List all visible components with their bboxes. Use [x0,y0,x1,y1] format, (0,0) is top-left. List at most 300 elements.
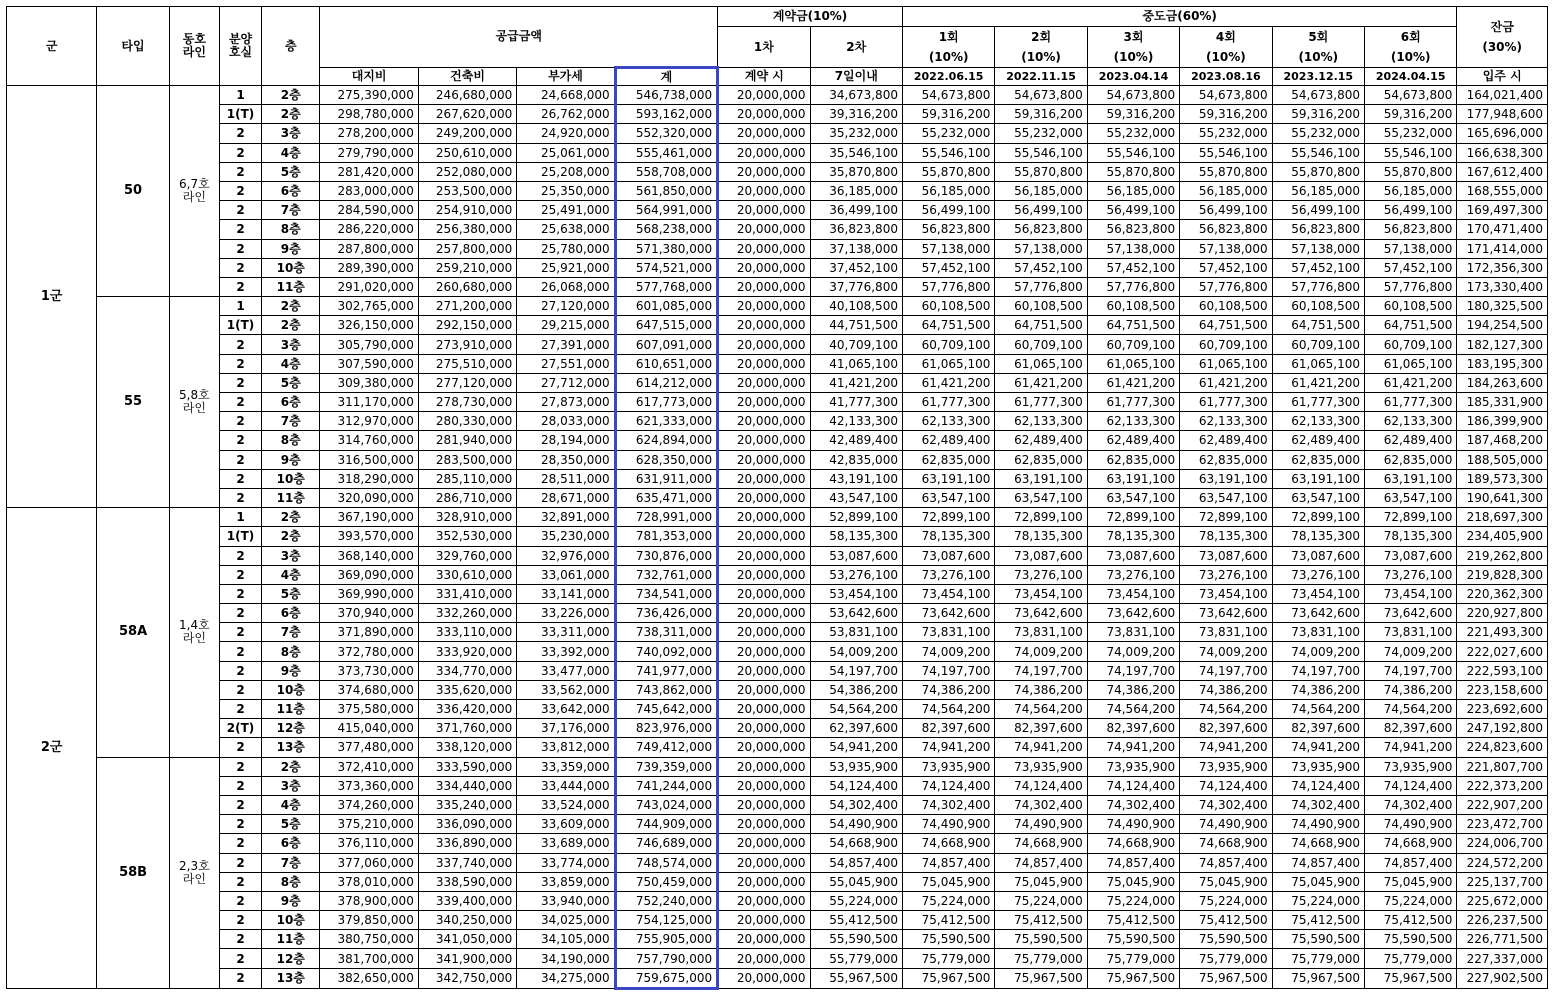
line-cell: 5,8호 라인 [169,297,219,508]
land-cost-cell: 374,260,000 [320,795,418,814]
vat-cell: 33,940,000 [517,891,615,910]
building-cost-cell: 273,910,000 [418,335,516,354]
table-row [7,201,1548,220]
mid-5-cell: 73,276,100 [1272,565,1364,584]
mid-5-cell: 54,673,800 [1272,86,1364,105]
mid-1-cell: 73,276,100 [902,565,994,584]
mid-4-cell: 74,009,200 [1180,642,1272,661]
mid-2-cell: 75,224,000 [995,891,1087,910]
mid-3-cell: 74,009,200 [1087,642,1179,661]
building-cost-cell: 341,050,000 [418,930,516,949]
mid-4-cell: 57,138,000 [1180,239,1272,258]
balance-cell: 224,006,700 [1457,834,1548,853]
table-body [7,86,1548,989]
floor-cell: 3층 [262,335,320,354]
mid-5-cell: 82,397,600 [1272,719,1364,738]
land-cost-cell: 283,000,000 [320,181,418,200]
building-cost-cell: 283,500,000 [418,450,516,469]
total-cell: 781,353,000 [615,527,717,546]
mid-5-cell: 73,642,600 [1272,604,1364,623]
mid-1-cell: 73,087,600 [902,546,994,565]
floor-cell: 5층 [262,815,320,834]
mid-4-cell: 74,197,700 [1180,661,1272,680]
contract-2-cell: 53,087,600 [810,546,902,565]
table-row [7,239,1548,258]
balance-cell: 222,027,600 [1457,642,1548,661]
mid-3-cell: 73,087,600 [1087,546,1179,565]
mid-6-cell: 56,185,000 [1365,181,1457,200]
mid-2-cell: 63,191,100 [995,469,1087,488]
mid-1-cell: 61,065,100 [902,354,994,373]
land-cost-cell: 305,790,000 [320,335,418,354]
mid-1-cell: 73,642,600 [902,604,994,623]
mid-5-cell: 61,777,300 [1272,393,1364,412]
contract-2-cell: 36,185,000 [810,181,902,200]
mid-2-cell: 74,668,900 [995,834,1087,853]
mid-4-cell: 75,967,500 [1180,968,1272,988]
contract-2-cell: 55,590,500 [810,930,902,949]
mid-6-cell: 61,777,300 [1365,393,1457,412]
building-cost-cell: 328,910,000 [418,508,516,527]
vat-cell: 35,230,000 [517,527,615,546]
mid-1-cell: 74,302,400 [902,795,994,814]
mid-4-cell: 55,546,100 [1180,143,1272,162]
balance-cell: 167,612,400 [1457,162,1548,181]
total-cell: 601,085,000 [615,297,717,316]
land-cost-cell: 326,150,000 [320,316,418,335]
mid-2-cell: 57,452,100 [995,258,1087,277]
mid-5-cell: 56,823,800 [1272,220,1364,239]
mid-2-cell: 82,397,600 [995,719,1087,738]
building-cost-cell: 334,440,000 [418,776,516,795]
building-cost-cell: 341,900,000 [418,949,516,968]
mid-5-cell: 59,316,200 [1272,105,1364,124]
mid-6-cell: 75,045,900 [1365,872,1457,891]
unit-cell: 1 [219,508,261,527]
vat-cell: 26,762,000 [517,105,615,124]
mid-1-cell: 61,421,200 [902,373,994,392]
vat-cell: 24,920,000 [517,124,615,143]
mid-5-cell: 75,590,500 [1272,930,1364,949]
contract-2-cell: 37,776,800 [810,277,902,296]
mid-2-cell: 55,232,000 [995,124,1087,143]
contract-1-cell: 20,000,000 [718,891,810,910]
mid-4-cell: 74,124,400 [1180,776,1272,795]
land-cost-cell: 393,570,000 [320,527,418,546]
mid-1-cell: 75,967,500 [902,968,994,988]
total-cell: 647,515,000 [615,316,717,335]
total-cell: 732,761,000 [615,565,717,584]
mid-6-cell: 78,135,300 [1365,527,1457,546]
total-cell: 823,976,000 [615,719,717,738]
mid-1-cell: 75,045,900 [902,872,994,891]
table-row [7,86,1548,105]
mid-4-cell: 57,452,100 [1180,258,1272,277]
balance-cell: 177,948,600 [1457,105,1548,124]
balance-cell: 223,472,700 [1457,815,1548,834]
mid-4-cell: 54,673,800 [1180,86,1272,105]
mid-6-cell: 74,009,200 [1365,642,1457,661]
total-cell: 574,521,000 [615,258,717,277]
table-row [7,335,1548,354]
mid-2-cell: 72,899,100 [995,508,1087,527]
total-cell: 635,471,000 [615,488,717,507]
mid-1-cell: 63,547,100 [902,488,994,507]
contract-1-cell: 20,000,000 [718,201,810,220]
contract-2-cell: 53,831,100 [810,623,902,642]
mid-3-cell: 63,191,100 [1087,469,1179,488]
mid-3-cell: 75,779,000 [1087,949,1179,968]
table-row [7,393,1548,412]
floor-cell: 7층 [262,412,320,431]
balance-cell: 173,330,400 [1457,277,1548,296]
mid-1-cell: 57,776,800 [902,277,994,296]
table-row [7,642,1548,661]
contract-2-cell: 44,751,500 [810,316,902,335]
vat-cell: 29,215,000 [517,316,615,335]
contract-2-cell: 41,065,100 [810,354,902,373]
mid-2-cell: 75,045,900 [995,872,1087,891]
mid-2-cell: 75,779,000 [995,949,1087,968]
mid-5-cell: 74,490,900 [1272,815,1364,834]
contract-2-cell: 54,941,200 [810,738,902,757]
mid-4-cell: 64,751,500 [1180,316,1272,335]
mid-4-cell: 63,547,100 [1180,488,1272,507]
mid-5-cell: 57,452,100 [1272,258,1364,277]
table-row [7,431,1548,450]
mid-3-cell: 75,967,500 [1087,968,1179,988]
vat-cell: 28,350,000 [517,450,615,469]
mid-4-cell: 73,087,600 [1180,546,1272,565]
mid-4-cell: 56,185,000 [1180,181,1272,200]
unit-cell: 2 [219,911,261,930]
mid-3-cell: 74,490,900 [1087,815,1179,834]
building-cost-cell: 339,400,000 [418,891,516,910]
land-cost-cell: 378,900,000 [320,891,418,910]
header-mid-2: 2회 (10%) [995,27,1087,68]
vat-cell: 25,921,000 [517,258,615,277]
mid-1-cell: 74,564,200 [902,700,994,719]
unit-cell: 1 [219,86,261,105]
mid-2-cell: 60,108,500 [995,297,1087,316]
mid-2-cell: 56,185,000 [995,181,1087,200]
mid-4-cell: 61,777,300 [1180,393,1272,412]
mid-6-cell: 72,899,100 [1365,508,1457,527]
mid-1-cell: 73,935,900 [902,757,994,776]
unit-cell: 2 [219,220,261,239]
contract-2-cell: 42,133,300 [810,412,902,431]
contract-2-cell: 42,835,000 [810,450,902,469]
mid-6-cell: 57,452,100 [1365,258,1457,277]
balance-cell: 188,505,000 [1457,450,1548,469]
mid-3-cell: 75,224,000 [1087,891,1179,910]
contract-1-cell: 20,000,000 [718,853,810,872]
table-row [7,373,1548,392]
mid-4-cell: 55,870,800 [1180,162,1272,181]
land-cost-cell: 286,220,000 [320,220,418,239]
mid-5-cell: 63,191,100 [1272,469,1364,488]
mid-6-cell: 57,138,000 [1365,239,1457,258]
total-cell: 614,212,000 [615,373,717,392]
mid-6-cell: 75,590,500 [1365,930,1457,949]
land-cost-cell: 278,200,000 [320,124,418,143]
land-cost-cell: 378,010,000 [320,872,418,891]
building-cost-cell: 256,380,000 [418,220,516,239]
land-cost-cell: 279,790,000 [320,143,418,162]
mid-6-cell: 74,490,900 [1365,815,1457,834]
mid-6-cell: 60,108,500 [1365,297,1457,316]
mid-1-cell: 56,185,000 [902,181,994,200]
table-row [7,834,1548,853]
contract-1-cell: 20,000,000 [718,642,810,661]
contract-1-cell: 20,000,000 [718,584,810,603]
vat-cell: 28,671,000 [517,488,615,507]
header-mid-date-4: 2023.08.16 [1180,68,1272,86]
land-cost-cell: 318,290,000 [320,469,418,488]
vat-cell: 33,774,000 [517,853,615,872]
contract-1-cell: 20,000,000 [718,757,810,776]
mid-6-cell: 61,065,100 [1365,354,1457,373]
unit-cell: 2 [219,431,261,450]
mid-4-cell: 75,224,000 [1180,891,1272,910]
mid-4-cell: 74,564,200 [1180,700,1272,719]
contract-2-cell: 54,124,400 [810,776,902,795]
floor-cell: 7층 [262,853,320,872]
mid-1-cell: 78,135,300 [902,527,994,546]
mid-3-cell: 64,751,500 [1087,316,1179,335]
mid-4-cell: 78,135,300 [1180,527,1272,546]
mid-6-cell: 82,397,600 [1365,719,1457,738]
mid-5-cell: 56,499,100 [1272,201,1364,220]
unit-cell: 2 [219,834,261,853]
unit-cell: 2 [219,393,261,412]
table-row [7,738,1548,757]
contract-2-cell: 36,823,800 [810,220,902,239]
unit-cell: 2 [219,853,261,872]
mid-5-cell: 73,087,600 [1272,546,1364,565]
land-cost-cell: 377,480,000 [320,738,418,757]
contract-2-cell: 54,668,900 [810,834,902,853]
contract-1-cell: 20,000,000 [718,738,810,757]
mid-3-cell: 62,835,000 [1087,450,1179,469]
table-row [7,949,1548,968]
header-unit: 분양 호실 [219,7,261,86]
mid-1-cell: 55,870,800 [902,162,994,181]
building-cost-cell: 338,120,000 [418,738,516,757]
mid-6-cell: 73,642,600 [1365,604,1457,623]
mid-4-cell: 74,302,400 [1180,795,1272,814]
table-row [7,604,1548,623]
vat-cell: 34,275,000 [517,968,615,988]
mid-3-cell: 74,386,200 [1087,680,1179,699]
mid-4-cell: 57,776,800 [1180,277,1272,296]
header-contract-2: 2차 [810,27,902,68]
mid-6-cell: 74,857,400 [1365,853,1457,872]
building-cost-cell: 250,610,000 [418,143,516,162]
mid-4-cell: 55,232,000 [1180,124,1272,143]
floor-cell: 7층 [262,623,320,642]
mid-5-cell: 75,967,500 [1272,968,1364,988]
contract-2-cell: 42,489,400 [810,431,902,450]
mid-3-cell: 74,124,400 [1087,776,1179,795]
land-cost-cell: 382,650,000 [320,968,418,988]
mid-2-cell: 63,547,100 [995,488,1087,507]
vat-cell: 33,562,000 [517,680,615,699]
land-cost-cell: 302,765,000 [320,297,418,316]
building-cost-cell: 336,890,000 [418,834,516,853]
building-cost-cell: 275,510,000 [418,354,516,373]
price-table [6,6,1548,990]
floor-cell: 8층 [262,642,320,661]
total-cell: 746,689,000 [615,834,717,853]
table-row [7,412,1548,431]
building-cost-cell: 333,590,000 [418,757,516,776]
floor-cell: 3층 [262,124,320,143]
floor-cell: 6층 [262,834,320,853]
mid-5-cell: 72,899,100 [1272,508,1364,527]
contract-2-cell: 37,452,100 [810,258,902,277]
table-row [7,776,1548,795]
vat-cell: 27,551,000 [517,354,615,373]
building-cost-cell: 278,730,000 [418,393,516,412]
contract-2-cell: 41,421,200 [810,373,902,392]
mid-5-cell: 60,709,100 [1272,335,1364,354]
mid-1-cell: 57,138,000 [902,239,994,258]
mid-5-cell: 74,857,400 [1272,853,1364,872]
mid-4-cell: 75,412,500 [1180,911,1272,930]
total-cell: 571,380,000 [615,239,717,258]
land-cost-cell: 372,780,000 [320,642,418,661]
total-cell: 748,574,000 [615,853,717,872]
mid-2-cell: 74,490,900 [995,815,1087,834]
mid-5-cell: 62,489,400 [1272,431,1364,450]
total-cell: 741,977,000 [615,661,717,680]
floor-cell: 11층 [262,488,320,507]
mid-1-cell: 54,673,800 [902,86,994,105]
unit-cell: 2 [219,469,261,488]
unit-cell: 2 [219,450,261,469]
total-cell: 621,333,000 [615,412,717,431]
mid-6-cell: 74,564,200 [1365,700,1457,719]
mid-5-cell: 61,421,200 [1272,373,1364,392]
mid-5-cell: 55,232,000 [1272,124,1364,143]
mid-4-cell: 73,276,100 [1180,565,1272,584]
contract-2-cell: 54,302,400 [810,795,902,814]
contract-1-cell: 20,000,000 [718,949,810,968]
table-row [7,277,1548,296]
building-cost-cell: 340,250,000 [418,911,516,930]
floor-cell: 2층 [262,508,320,527]
unit-cell: 2 [219,680,261,699]
floor-cell: 9층 [262,661,320,680]
floor-cell: 8층 [262,431,320,450]
contract-2-cell: 53,276,100 [810,565,902,584]
mid-1-cell: 73,454,100 [902,584,994,603]
mid-5-cell: 74,386,200 [1272,680,1364,699]
land-cost-cell: 311,170,000 [320,393,418,412]
building-cost-cell: 342,750,000 [418,968,516,988]
unit-cell: 2 [219,258,261,277]
mid-4-cell: 60,709,100 [1180,335,1272,354]
contract-1-cell: 20,000,000 [718,930,810,949]
contract-2-cell: 55,224,000 [810,891,902,910]
mid-4-cell: 62,489,400 [1180,431,1272,450]
table-row [7,911,1548,930]
type-cell: 58B [97,757,169,988]
mid-3-cell: 60,709,100 [1087,335,1179,354]
building-cost-cell: 329,760,000 [418,546,516,565]
mid-1-cell: 74,124,400 [902,776,994,795]
balance-cell: 165,696,000 [1457,124,1548,143]
mid-6-cell: 75,967,500 [1365,968,1457,988]
land-cost-cell: 375,210,000 [320,815,418,834]
balance-cell: 184,263,600 [1457,373,1548,392]
table-row [7,450,1548,469]
floor-cell: 5층 [262,584,320,603]
total-cell: 759,675,000 [615,968,717,988]
land-cost-cell: 376,110,000 [320,834,418,853]
total-cell: 749,412,000 [615,738,717,757]
building-cost-cell: 331,410,000 [418,584,516,603]
vat-cell: 25,208,000 [517,162,615,181]
total-cell: 745,642,000 [615,700,717,719]
mid-3-cell: 73,276,100 [1087,565,1179,584]
mid-1-cell: 74,386,200 [902,680,994,699]
mid-2-cell: 62,489,400 [995,431,1087,450]
contract-2-cell: 54,564,200 [810,700,902,719]
mid-4-cell: 61,065,100 [1180,354,1272,373]
contract-2-cell: 35,232,000 [810,124,902,143]
unit-cell: 2 [219,181,261,200]
mid-2-cell: 59,316,200 [995,105,1087,124]
vat-cell: 32,891,000 [517,508,615,527]
mid-1-cell: 64,751,500 [902,316,994,335]
mid-4-cell: 74,668,900 [1180,834,1272,853]
unit-cell: 1(T) [219,105,261,124]
building-cost-cell: 253,500,000 [418,181,516,200]
building-cost-cell: 337,740,000 [418,853,516,872]
table-row [7,488,1548,507]
mid-5-cell: 78,135,300 [1272,527,1364,546]
mid-3-cell: 57,138,000 [1087,239,1179,258]
floor-cell: 8층 [262,220,320,239]
mid-5-cell: 75,045,900 [1272,872,1364,891]
mid-2-cell: 62,835,000 [995,450,1087,469]
building-cost-cell: 335,240,000 [418,795,516,814]
table-row [7,872,1548,891]
header-balance-when: 입주 시 [1457,68,1548,86]
land-cost-cell: 367,190,000 [320,508,418,527]
contract-2-cell: 36,499,100 [810,201,902,220]
total-cell: 743,024,000 [615,795,717,814]
mid-1-cell: 74,941,200 [902,738,994,757]
mid-6-cell: 59,316,200 [1365,105,1457,124]
unit-cell: 2 [219,949,261,968]
vat-cell: 33,477,000 [517,661,615,680]
land-cost-cell: 312,970,000 [320,412,418,431]
mid-4-cell: 56,823,800 [1180,220,1272,239]
land-cost-cell: 377,060,000 [320,853,418,872]
floor-cell: 5층 [262,162,320,181]
mid-4-cell: 74,857,400 [1180,853,1272,872]
unit-cell: 2 [219,412,261,431]
contract-1-cell: 20,000,000 [718,527,810,546]
type-cell: 50 [97,86,169,297]
mid-4-cell: 73,935,900 [1180,757,1272,776]
unit-cell: 1 [219,297,261,316]
table-row [7,853,1548,872]
mid-1-cell: 75,224,000 [902,891,994,910]
